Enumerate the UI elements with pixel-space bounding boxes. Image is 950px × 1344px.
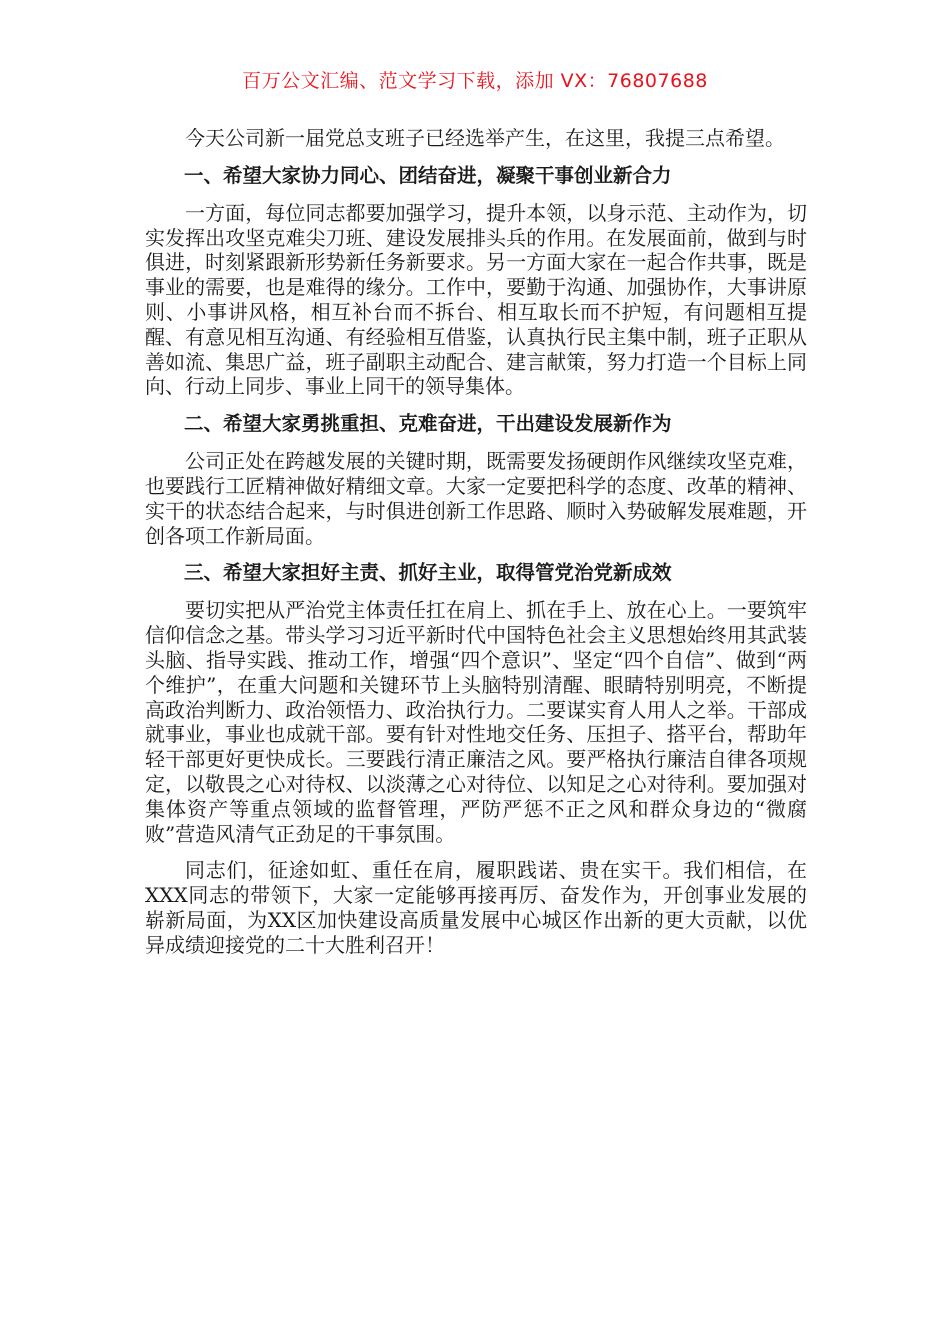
section-heading-3: 三、希望大家担好主责、抓好主业，取得管党治党新成效 <box>184 561 672 585</box>
section-body-1: 一方面，每位同志都要加强学习，提升本领，以身示范、主动作为，切实发挥出攻坚克难尖刀班、建设发展排头兵的作用。在发展面前，做到与时俱进，时刻紧跟新形势新任务新要求。另一方面大家在一起合作共事，既是事业的需要，也是难得的缘分。工作中，要勤于沟通、加强协作，大事讲原则、小事讲风格，相互补台而不拆台、相互取长而不护短，有问题相互提醒、有意见相互沟通、有经验相互借鉴，认真执行民主集中制，班子正职从善如流、集思广益，班子副职主动配合、建言献策，努力打造一个目标上同向、行动上同步、事业上同干的领导集体。 <box>145 200 807 399</box>
section-body-3: 要切实把从严治党主体责任扛在肩上、抓在手上、放在心上。一要筑牢信仰信念之基。带头学习习近平新时代中国特色社会主义思想始终用其武装头脑、指导实践、推动工作，增强“四个意识”、坚定“四个自信”、做到“两个维护”，在重大问题和关键环节上头脑特别清醒、眼睛特别明亮，不断提高政治判断力、政治领悟力、政治执行力。二要谋实育人用人之举。干部成就事业，事业也成就干部。要有针对性地交任务、压担子、搭平台，帮助年轻干部更好更快成长。三要践行清正廉洁之风。要严格执行廉洁自律各项规定，以敬畏之心对待权、以淡薄之心对待位、以知足之心对待利。要加强对集体资产等重点领域的监督管理，严防严惩不正之风和群众身边的“微腐败”营造风清气正劲足的干事氛围。 <box>145 598 807 846</box>
section-body-2: 公司正处在跨越发展的关键时期，既需要发扬硬朗作风继续攻坚克难，也要践行工匠精神做好精细文章。大家一定要把科学的态度、改革的精神、实干的状态结合起来，与时俱进创新工作思路、顺时入势破解发展难题，开创各项工作新局面。 <box>145 449 807 548</box>
intro-paragraph: 今天公司新一届党总支班子已经选举产生，在这里，我提三点希望。 <box>185 126 785 150</box>
section-heading-2: 二、希望大家勇挑重担、克难奋进，干出建设发展新作为 <box>184 412 672 436</box>
closing-paragraph: 同志们，征途如虹、重任在肩，履职践诺、贵在实干。我们相信，在XXX同志的带领下，大家一定能够再接再厉、奋发作为，开创事业发展的崭新局面，为XX区加快建设高质量发展中心城区作出新的更大贡献，以优异成绩迎接党的二十大胜利召开！ <box>145 858 807 957</box>
promo-header: 百万公文汇编、范文学习下载，添加 VX：76807688 <box>242 70 708 92</box>
document-body <box>145 126 807 958</box>
section-heading-1: 一、希望大家协力同心、团结奋进，凝聚干事创业新合力 <box>184 163 672 187</box>
